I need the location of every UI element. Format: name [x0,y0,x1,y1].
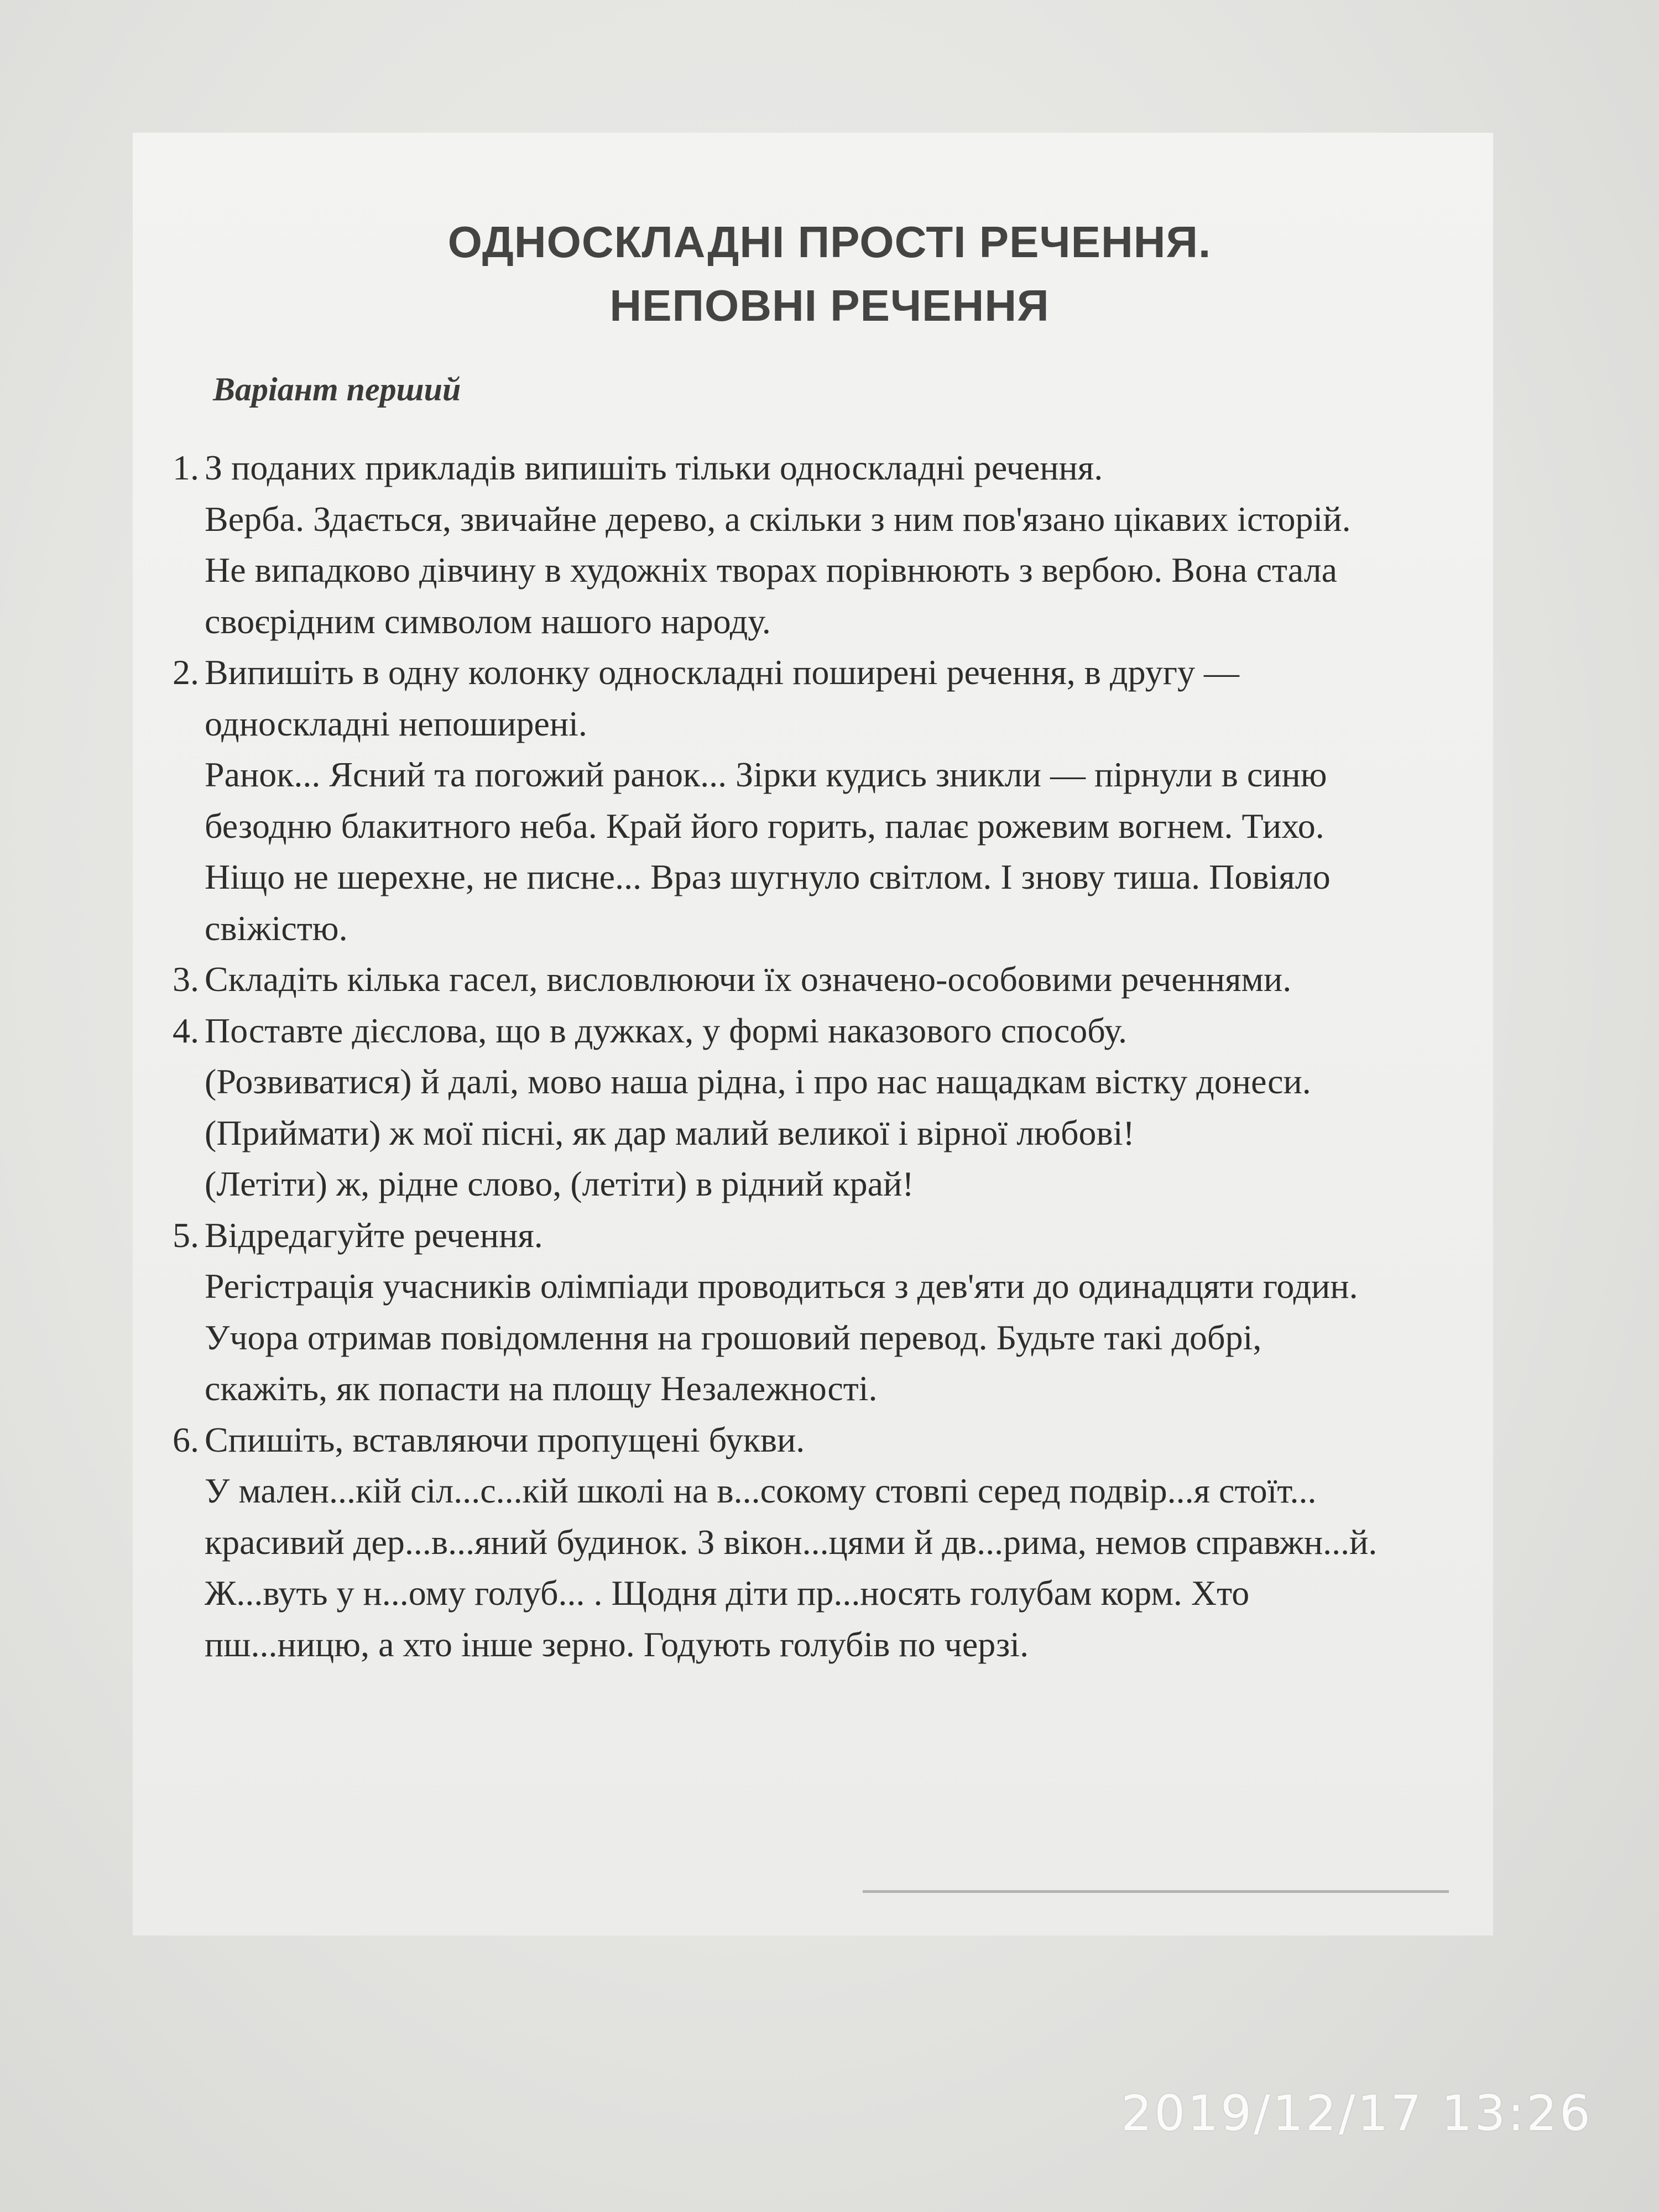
title-line-2: НЕПОВНІ РЕЧЕННЯ [609,281,1050,330]
task-number: 6. [173,1420,199,1459]
task-instruction: Складіть кілька гасел, висловлюючи їх означено-особовими реченнями. [205,959,1292,999]
task-example: Не випадково дівчину в художніх творах порівнюють з вербою. Вона стала своєрідним символом нашого народу. [205,550,1338,641]
variant-heading: Варіант перший [213,371,461,408]
task-instruction: Випишіть в одну колонку односкладні поширені речення, в другу — односкладні непоширені. [205,653,1239,743]
task-instruction: Спишіть, вставляючи пропущені букви. [205,1420,805,1459]
task-4 [144,1005,1383,1210]
task-example: (Летіти) ж, рідне слово, (летіти) в рідний край! [205,1164,914,1203]
bottom-rule [863,1890,1449,1893]
task-1 [144,442,1383,647]
task-list [144,442,1383,1670]
task-6 [144,1415,1383,1671]
task-instruction: Відредагуйте речення. [205,1215,543,1255]
task-5 [144,1210,1383,1415]
task-number: 1. [173,448,199,487]
task-2 [144,647,1383,954]
photo-timestamp: 2019/12/17 13:26 [1121,2085,1593,2142]
task-example: (Розвиватися) й далі, мово наша рідна, і про нас нащадкам вістку донеси. [205,1062,1311,1101]
task-example: Ранок... Ясний та погожий ранок... Зірки кудись зникли — пірнули в синю безодню блакитного неба. Край його горить, палає рожевим вогнем. Тихо. Ніщо не шерехне, не писне... Враз шугнуло світлом. І знову тиша. Повіяло свіжістю. [205,755,1331,948]
page-title [0,210,1659,337]
task-instruction: З поданих прикладів випишіть тільки односкладні речення. [205,448,1103,487]
task-example: У мален...кій сіл...с...кій школі на в...сокому стовпі серед подвір...я стоїт... красивий дер...в...яний будинок. З вікон...цями й дв...рима, немов справжн...й. Ж...вуть у н...ому голуб... . Щодня діти пр...носять голубам корм. Хто пш...ницю, а хто інше зерно. Годують голубів по черзі. [205,1471,1378,1664]
task-number: 5. [173,1215,199,1255]
task-example: (Приймати) ж мої пісні, як дар малий великої і вірної любові! [205,1113,1135,1152]
title-line-1: ОДНОСКЛАДНІ ПРОСТІ РЕЧЕННЯ. [447,217,1212,267]
task-number: 4. [173,1010,199,1050]
task-instruction: Поставте дієслова, що в дужках, у формі наказового способу. [205,1010,1127,1050]
task-example: Верба. Здається, звичайне дерево, а скільки з ним пов'язано цікавих історій. [205,499,1351,539]
task-number: 2. [173,653,199,692]
task-example: Регістрація учасників олімпіади проводиться з дев'яти до одинадцяти годин. Учора отримав повідомлення на грошовий перевод. Будьте такі добрі, скажіть, як попасти на площу Незалежності. [205,1266,1358,1408]
task-number: 3. [173,959,199,999]
task-3 [144,954,1383,1005]
